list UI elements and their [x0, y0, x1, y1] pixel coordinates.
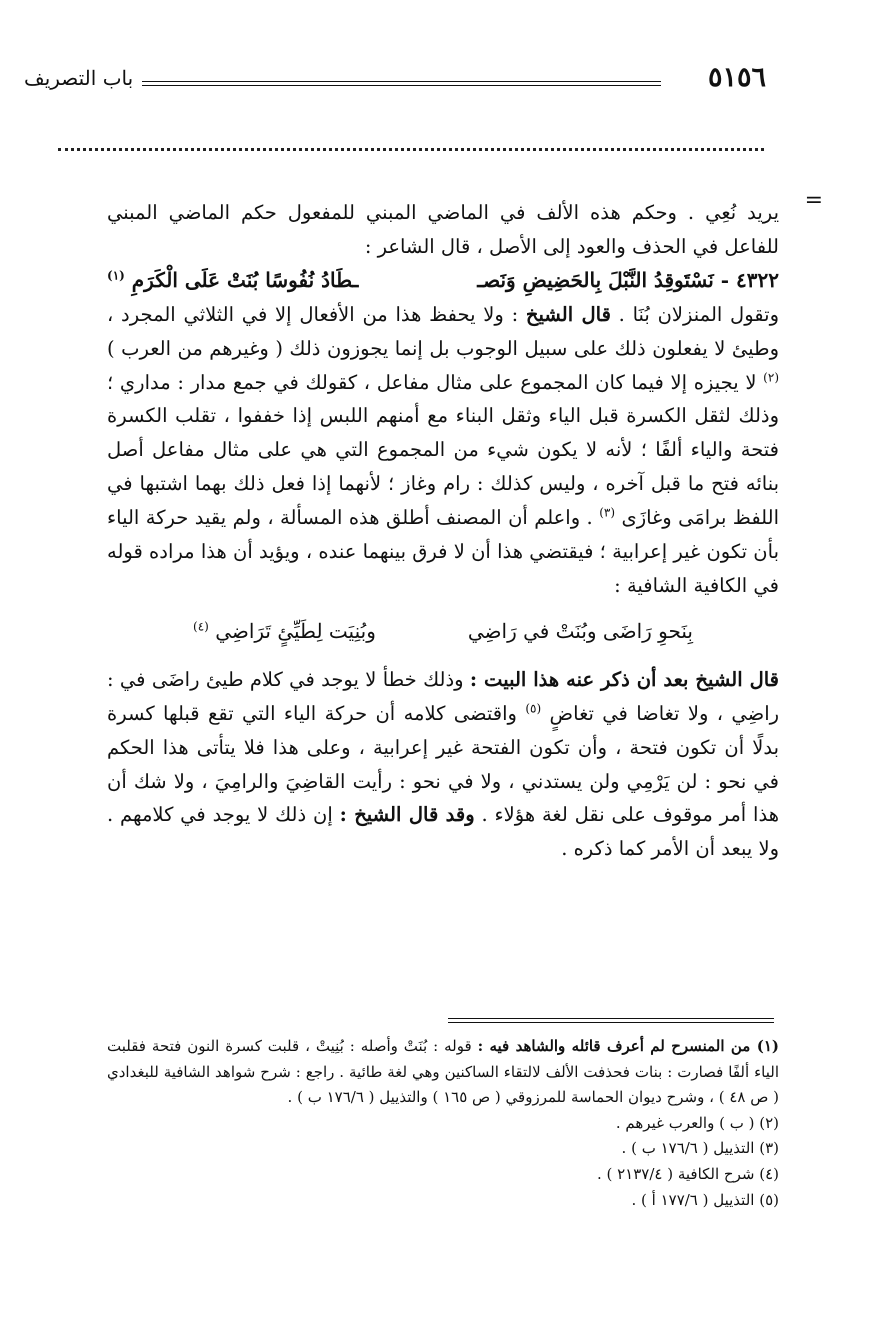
verse-hemistich: بِنَحوِ رَاضَى وبُنَتْ في رَاضِي: [467, 618, 693, 643]
footnote-ref: (٣): [599, 505, 616, 520]
paragraph: وتقول المنزلان بُنَا . قال الشيخ : ولا يحفظ هذا من الأفعال إلا في الثلاثي المجرد ، وطيئ لا يفعلون ذلك على سبيل الوجوب بل إنما يجوزون ذلك ( وغيرهم من العرب ) $^{(٢)}$ لا يجيزه إلا فيما كان المجموع على مثال مفاعل ، كقولك في جمع مدار : مداري ؛ وذلك لثقل الكسرة قبل الياء وثقل البناء مع أمنهم اللبس إذا خففوا ، تقلب الكسرة فتحة والياء ألفًا ؛ لأنه لا يكون شيء من المجموع التي هي على مثال مفاعل أصل بنائه فتح ما قبل آخره ، وليس كذلك : رام وغاز ؛ لأنهما إذا فعل ذلك بهما اشتبها في اللفظ برامَى وغازَى $^{(٣)}$ . واعلم أن المصنف أطلق هذه المسألة ، ولم يقيد حركة الياء بأن تكون غير إعرابية ؛ فيقتضي هذا أن لا فرق بينهما عنده ، ويؤيد أن هذا مراده قوله في الكافية الشافية :: [107, 302, 780, 597]
footnote-ref: (٤): [193, 619, 209, 634]
dotted-separator: [58, 148, 764, 151]
footnote: (٥) التذييل ( ١٧٧/٦ أ ) .: [631, 1190, 779, 1209]
footnotes: [107, 1034, 779, 1213]
paragraph: يريد نُعِي . وحكم هذه الألف في الماضي المبني للمفعول حكم الماضي المبني للفاعل في الحذف والعود إلى الأصل ، قال الشاعر :: [107, 201, 779, 258]
verse-hemistich: نَسْتَوقِدُ النَّبْلَ بِالحَضِيضِ وَنَصـ: [477, 267, 714, 292]
paragraph: قال الشيخ بعد أن ذكر عنه هذا البيت : وذلك خطأ لا يوجد في كلام طيئ راضَى في : راضِي ، ولا تغاضا في تغاضٍ $^{(٥)}$ واقتضى كلامه أن حركة الياء التي تقع قبلها كسرة بدلًا أن تكون فتحة ، وأن تكون الفتحة غير إعرابية ، وعلى هذا فلا يتأتى هذا الحكم في نحو : لن يَرْمِي ولن يستدني ، ولا في نحو : رأيت القاضِيَ والرامِيَ ، ولا شك أن هذا أمر موقوف على نقل لغة هؤلاء . وقد قال الشيخ : إن ذلك لا يوجد في كلامهم . ولا يبعد أن الأمر كما ذكره .: [107, 667, 780, 861]
footnote: (٢) ( ب ) والعرب غيرهم .: [615, 1113, 779, 1132]
footnote: (٣) التذييل ( ١٧٦/٦ ب ) .: [621, 1139, 779, 1158]
sheikh-label: وقد قال الشيخ :: [339, 803, 475, 827]
header-rule: [142, 81, 661, 86]
verse-number: ٤٣٢٢ -: [720, 267, 779, 292]
footnote-ref: (١): [107, 268, 125, 283]
footnote: (٤) شرح الكافية ( ٢١٣٧/٤ ) .: [596, 1164, 779, 1183]
chapter-title: باب التصريف: [24, 66, 134, 90]
footnote: (١) من المنسرح لم أعرف قائله والشاهد فيه : قوله : بُنَتْ وأصله : بُنِيتْ ، قلبت كسرة النون فتحة فقلبت الياء ألفًا فصارت : بنات فحذفت الألف لالتقاء الساكنين وهي لغة طائية . راجع : شرح شواهد الشافية للبغدادي ( ص ٤٨ ) ، وشرح ديوان الحماسة للمرزوقي ( ص ١٦٥ ) والتذييل ( ١٧٦/٦ ب ) .: [107, 1037, 779, 1107]
footnote-rule: [448, 1018, 774, 1023]
page-header: [24, 62, 766, 102]
verse-hemistich: ـطَادُ نُفُوسًا بُنَتْ عَلَى الْكَرَمِ: [131, 267, 359, 292]
footnote-ref: (٥): [525, 701, 542, 716]
verse-line: [107, 615, 779, 649]
verse-line: [107, 264, 779, 298]
sheikh-label: قال الشيخ بعد أن ذكر عنه هذا البيت :: [469, 667, 780, 691]
page-number: ٥١٥٦: [707, 62, 766, 93]
verse-hemistich: وبُنِيَت لِطَيِّئٍ تَرَاضِي: [215, 618, 376, 643]
continuation-mark: =: [804, 188, 823, 213]
sheikh-label: قال الشيخ: [525, 302, 611, 326]
main-text: [107, 196, 779, 866]
footnote-ref: (٢): [763, 370, 779, 385]
